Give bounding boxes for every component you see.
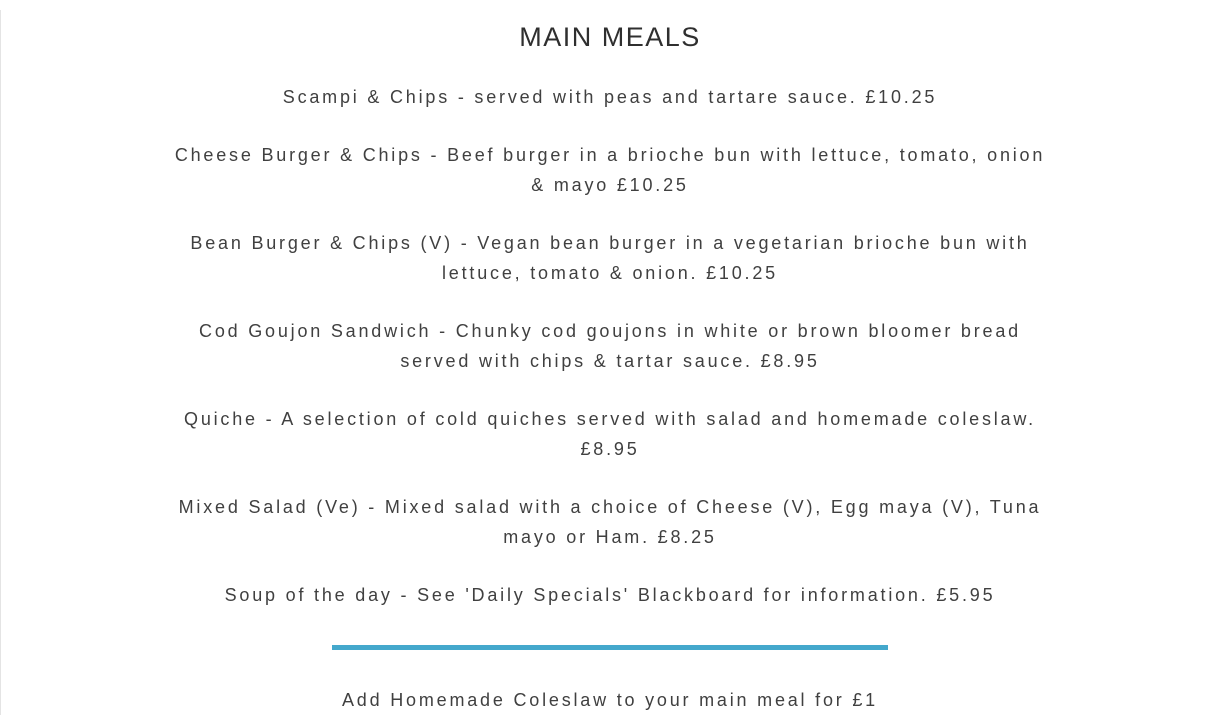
menu-item <box>130 228 1090 288</box>
menu-item-line: served with chips & tartar sauce. £8.95 <box>400 351 820 371</box>
menu-item-line: & mayo £10.25 <box>531 175 689 195</box>
section-divider <box>332 645 888 650</box>
menu-item-line: Scampi & Chips - served with peas and tartare sauce. £10.25 <box>282 87 938 107</box>
page-title: MAIN MEALS <box>519 22 701 52</box>
menu-list <box>130 82 1090 610</box>
menu-item <box>130 404 1090 464</box>
menu-item <box>130 140 1090 200</box>
menu-page <box>130 0 1090 715</box>
menu-item <box>130 316 1090 376</box>
menu-item-line: mayo or Ham. £8.25 <box>503 527 717 547</box>
menu-footnote: Add Homemade Coleslaw to your main meal for £1 <box>342 690 878 710</box>
menu-item <box>130 82 1090 112</box>
menu-item-line: Mixed Salad (Ve) - Mixed salad with a choice of Cheese (V), Egg maya (V), Tuna <box>178 497 1042 517</box>
menu-item-line: Bean Burger & Chips (V) - Vegan bean burger in a vegetarian brioche bun with <box>190 233 1030 253</box>
menu-item-line: lettuce, tomato & onion. £10.25 <box>442 263 778 283</box>
left-edge-line <box>0 10 1 715</box>
menu-item <box>130 492 1090 552</box>
menu-item-line: £8.95 <box>580 439 640 459</box>
menu-item-line: Quiche - A selection of cold quiches served with salad and homemade coleslaw. <box>184 409 1036 429</box>
menu-item-line: Soup of the day - See 'Daily Specials' Blackboard for information. £5.95 <box>224 585 996 605</box>
menu-item-line: Cod Goujon Sandwich - Chunky cod goujons in white or brown bloomer bread <box>199 321 1021 341</box>
menu-item <box>130 580 1090 610</box>
menu-item-line: Cheese Burger & Chips - Beef burger in a brioche bun with lettuce, tomato, onion <box>174 145 1046 165</box>
